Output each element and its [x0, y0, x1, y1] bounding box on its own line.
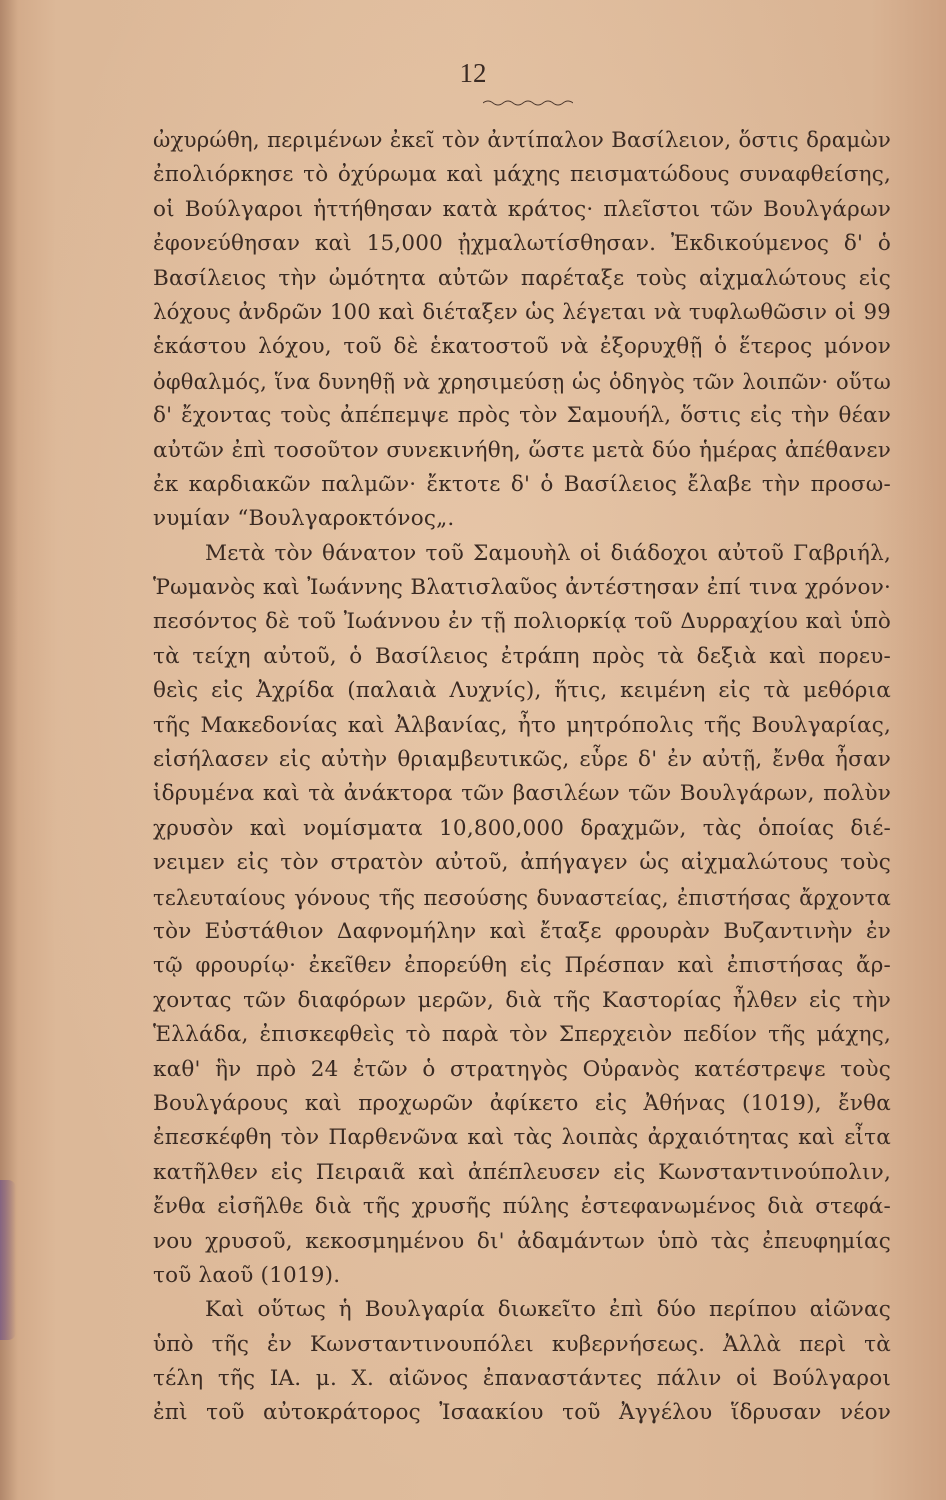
text-line: Ἑλλάδα, ἐπισκεφθεὶς τὸ παρὰ τὸν Σπερχειὸν πεδίον τῆς μάχης,	[153, 1022, 891, 1048]
text-line: ἱδρυμένα καὶ τὰ ἀνάκτορα τῶν βασιλέων τῶν Βουλγάρων, πολὺν	[153, 781, 891, 807]
text-line: οἱ Βούλγαροι ἡττήθησαν κατὰ κράτος· πλεῖστοι τῶν Βουλγάρων	[153, 196, 891, 222]
text-line: αὐτῶν ἐπὶ τοσοῦτον συνεκινήθη, ὥστε μετὰ δύο ἡμέρας ἀπέθανεν	[153, 437, 891, 463]
text-line: θεὶς εἰς Ἀχρίδα (παλαιὰ Λυχνίς), ἥτις, κειμένη εἰς τὰ μεθόρια	[153, 678, 891, 704]
text-line: τοῦ λαοῦ (1019).	[153, 1262, 341, 1288]
text-line: Μετὰ τὸν θάνατον τοῦ Σαμουὴλ οἱ διάδοχοι αὐτοῦ Γαβριήλ,	[205, 540, 891, 566]
text-line: πεσόντος δὲ τοῦ Ἰωάννου ἐν τῇ πολιορκίᾳ τοῦ Δυρραχίου καὶ ὑπὸ	[153, 609, 891, 635]
text-line: νυμίαν “Βουλγαροκτόνος„.	[153, 506, 455, 532]
text-line: νου χρυσοῦ, κεκοσμημένου δι' ἀδαμάντων ὑπὸ τὰς ἐπευφημίας	[153, 1228, 891, 1254]
page-number: 12	[459, 58, 487, 88]
ornament-divider	[483, 99, 573, 107]
text-line: ἐκ καρδιακῶν παλμῶν· ἔκτοτε δ' ὁ Βασίλειος ἔλαβε τὴν προσω-	[153, 471, 891, 497]
text-line: τελευταίους γόνους τῆς πεσούσης δυναστείας, ἐπιστήσας ἄρχοντα	[153, 885, 891, 910]
text-line: ἐπὶ τοῦ αὐτοκράτορος Ἰσαακίου τοῦ Ἀγγέλου ἵδρυσαν νέον	[153, 1400, 891, 1426]
text-line: εἰσήλασεν εἰς αὐτὴν θριαμβευτικῶς, εὗρε δ' ἐν αὐτῇ, ἔνθα ἦσαν	[153, 747, 891, 773]
text-line: τὰ τείχη αὐτοῦ, ὁ Βασίλειος ἐτράπη πρὸς τὰ δεξιὰ καὶ πορευ-	[153, 643, 891, 669]
text-line: ἐπολιόρκησε τὸ ὀχύρωμα καὶ μάχης πεισματώδους συναφθείσης,	[153, 162, 891, 188]
text-line: Βασίλειος τὴν ὠμότητα αὐτῶν παρέταξε τοὺς αἰχμαλώτους εἰς	[153, 265, 891, 291]
text-line: καθ' ἣν πρὸ 24 ἐτῶν ὁ στρατηγὸς Οὐρανὸς κατέστρεψε τοὺς	[153, 1056, 891, 1082]
text-line: ἔνθα εἰσῆλθε διὰ τῆς χρυσῆς πύλης ἐστεφανωμένος διὰ στεφά-	[153, 1194, 891, 1220]
body-text	[153, 124, 891, 1431]
text-line: τέλη τῆς ΙΑ. μ. Χ. αἰῶνος ἐπαναστάντες πάλιν οἱ Βούλγαροι	[153, 1366, 891, 1392]
text-line: τῆς Μακεδονίας καὶ Ἀλβανίας, ἦτο μητρόπολις τῆς Βουλγαρίας,	[153, 712, 891, 738]
text-line: κατῆλθεν εἰς Πειραιᾶ καὶ ἀπέπλευσεν εἰς Κωνσταντινούπολιν,	[153, 1159, 891, 1185]
text-line: Καὶ οὕτως ἡ Βουλγαρία διωκεῖτο ἐπὶ δύο περίπου αἰῶνας	[205, 1297, 891, 1323]
text-line: δ' ἔχοντας τοὺς ἀπέπεμψε πρὸς τὸν Σαμουήλ, ὅστις εἰς τὴν θέαν	[153, 403, 891, 429]
text-line: νειμεν εἰς τὸν στρατὸν αὐτοῦ, ἀπήγαγεν ὡς αἰχμαλώτους τοὺς	[153, 850, 891, 876]
text-line: Ῥωμανὸς καὶ Ἰωάννης Βλατισλαῦος ἀντέστησαν ἐπί τινα χρόνον·	[153, 575, 891, 601]
edge-stain	[0, 1180, 16, 1340]
text-line: χρυσὸν καὶ νομίσματα 10,800,000 δραχμῶν, τὰς ὁποίας διέ-	[153, 815, 891, 841]
text-line: τῷ φρουρίῳ· ἐκεῖθεν ἐπορεύθη εἰς Πρέσπαν καὶ ἐπιστήσας ἄρ-	[153, 953, 891, 979]
text-line: τὸν Εὐστάθιον Δαφνομήλην καὶ ἔταξε φρουρὰν Βυζαντινὴν ἐν	[153, 918, 891, 944]
text-line: ἐπεσκέφθη τὸν Παρθενῶνα καὶ τὰς λοιπὰς ἀρχαιότητας καὶ εἶτα	[153, 1125, 891, 1151]
text-line: ἑκάστου λόχου, τοῦ δὲ ἑκατοστοῦ νὰ ἐξορυχθῇ ὁ ἕτερος μόνον	[153, 334, 891, 360]
text-line: λόχους ἀνδρῶν 100 καὶ διέταξεν ὡς λέγεται νὰ τυφλωθῶσιν οἱ 99	[153, 299, 891, 325]
text-line: ὠχυρώθη, περιμένων ἐκεῖ τὸν ἀντίπαλον Βασίλειον, ὅστις δραμὼν	[153, 128, 891, 153]
text-line: ἐφονεύθησαν καὶ 15,000 ᾐχμαλωτίσθησαν. Ἐκδικούμενος δ' ὁ	[153, 231, 891, 257]
text-line: Βουλγάρους καὶ προχωρῶν ἀφίκετο εἰς Ἀθήνας (1019), ἔνθα	[153, 1090, 891, 1116]
text-line: ὑπὸ τῆς ἐν Κωνσταντινουπόλει κυβερνήσεως. Ἀλλὰ περὶ τὰ	[153, 1331, 891, 1357]
text-line: χοντας τῶν διαφόρων μερῶν, διὰ τῆς Καστορίας ἦλθεν εἰς τὴν	[153, 987, 891, 1013]
text-line: ὀφθαλμός, ἵνα δυνηθῇ νὰ χρησιμεύσῃ ὡς ὁδηγὸς τῶν λοιπῶν· οὕτω	[153, 369, 891, 394]
